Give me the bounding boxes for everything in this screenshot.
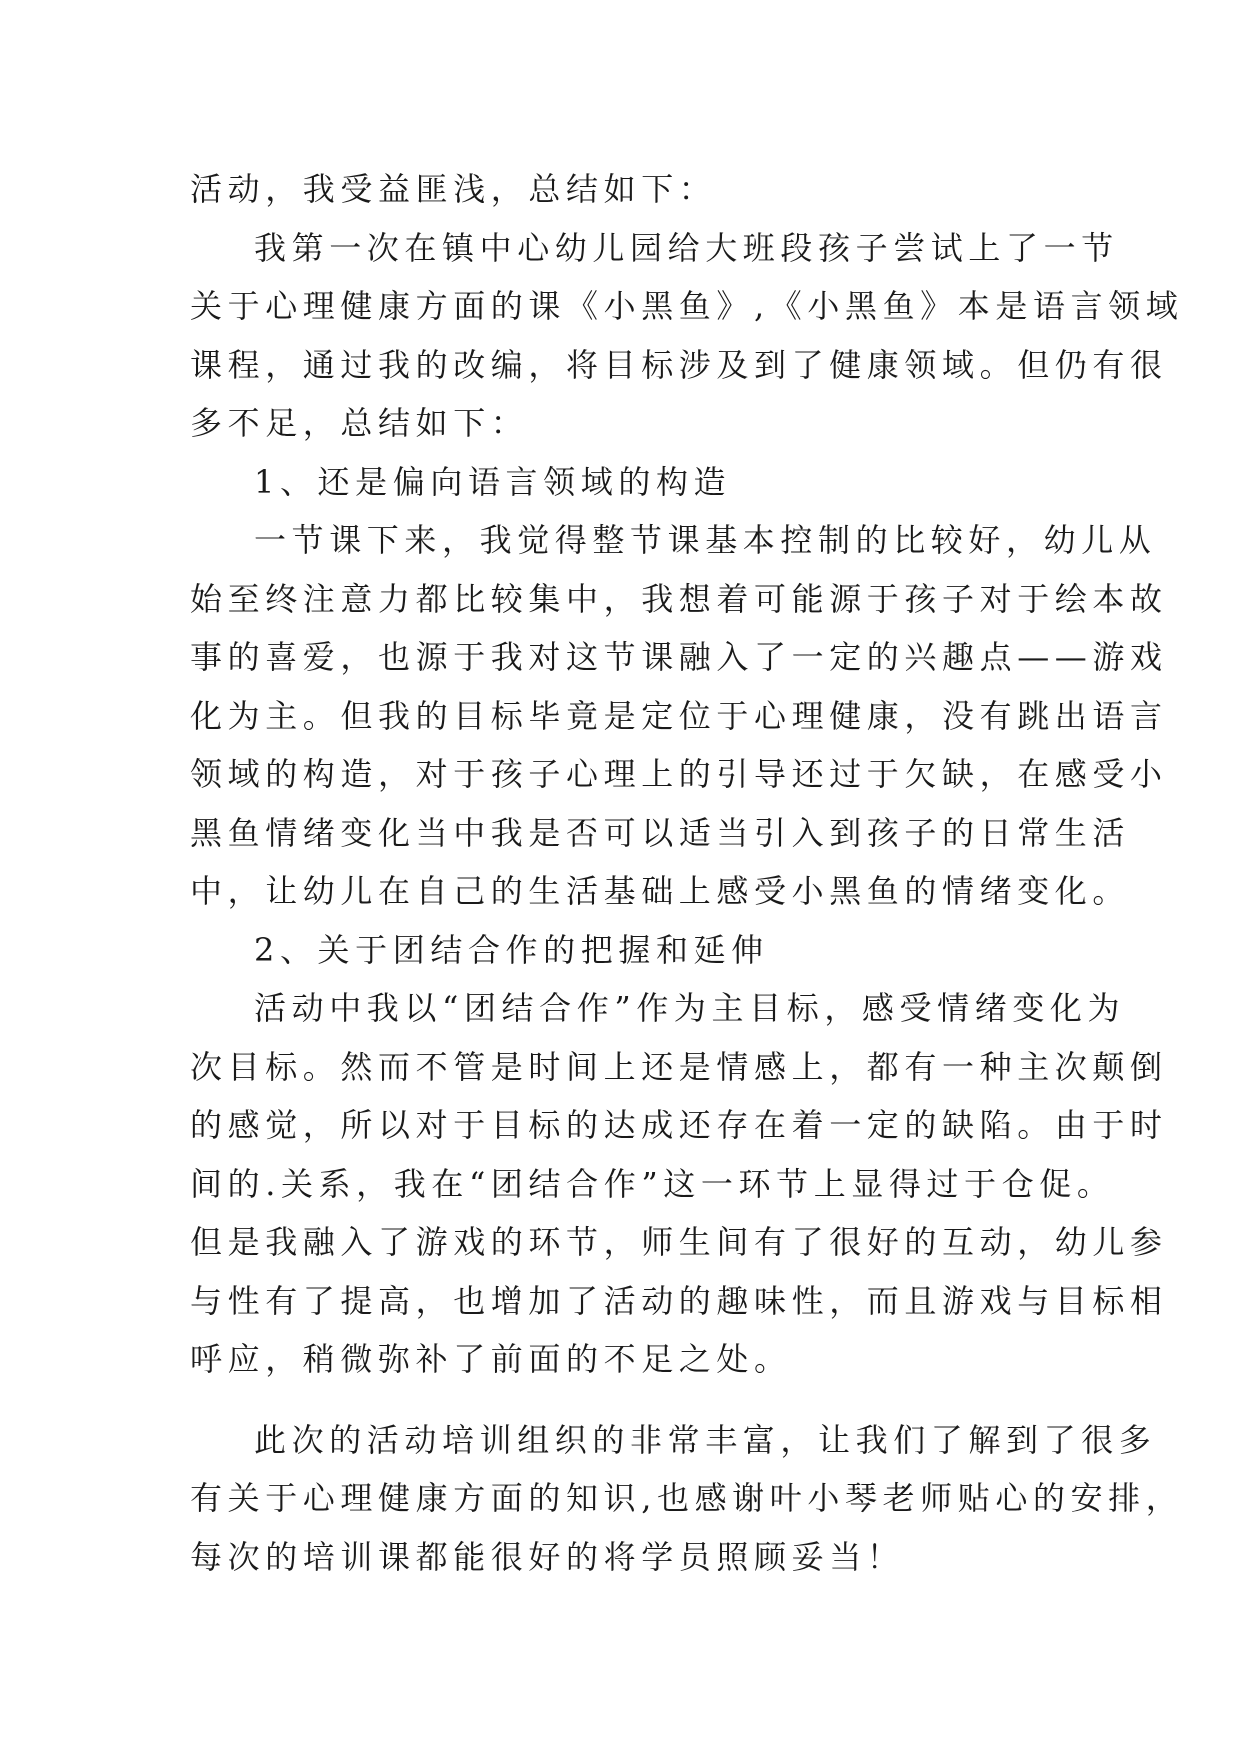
text-line: 与性有了提高，也增加了活动的趣味性，而且游戏与目标相 <box>190 1281 1168 1320</box>
text-line: 次目标。然而不管是时间上还是情感上，都有一种主次颠倒 <box>190 1047 1168 1086</box>
text-line: 的感觉，所以对于目标的达成还存在着一定的缺陷。由于时 <box>190 1106 1168 1144</box>
text-line: 多不足，总结如下： <box>190 404 529 442</box>
text-line: 但是我融入了游戏的环节，师生间有了很好的互动，幼儿参 <box>190 1223 1168 1261</box>
text-line: 始至终注意力都比较集中，我想着可能源于孩子对于绘本故 <box>190 579 1168 618</box>
text-line: 关于心理健康方面的课《小黑鱼》,《小黑鱼》本是语言领域 <box>190 287 1184 325</box>
document-body <box>190 160 1184 1586</box>
text-line: 领域的构造，对于孩子心理上的引导还过于欠缺，在感受小 <box>190 755 1168 793</box>
paragraph-gap <box>190 1389 1060 1411</box>
text-line: 间的.关系，我在“团结合作”这一环节上显得过于仓促。 <box>190 1164 1115 1203</box>
text-line: 活动，我受益匪浅，总结如下： <box>190 170 717 208</box>
text-line: 呼应，稍微弥补了前面的不足之处。 <box>190 1340 792 1378</box>
text-line: 化为主。但我的目标毕竟是定位于心理健康，没有跳出语言 <box>190 696 1168 735</box>
text-line: 黑鱼情绪变化当中我是否可以适当引入到孩子的日常生活 <box>190 813 1131 852</box>
text-line: 中，让幼儿在自己的生活基础上感受小黑鱼的情绪变化。 <box>190 872 1131 910</box>
section-heading: 2、关于团结合作的把握和延伸 <box>254 930 769 969</box>
text-line: 事的喜爱，也源于我对这节课融入了一定的兴趣点——游戏 <box>190 638 1168 676</box>
text-line: 每次的培训课都能很好的将学员照顾妥当！ <box>190 1537 905 1576</box>
text-line: 一节课下来，我觉得整节课基本控制的比较好，幼儿从 <box>254 521 1157 559</box>
text-line: 课程，通过我的改编，将目标涉及到了健康领域。但仍有很 <box>190 345 1168 384</box>
text-line: 活动中我以“团结合作”作为主目标，感受情绪变化为 <box>254 989 1126 1027</box>
text-line: 我第一次在镇中心幼儿园给大班段孩子尝试上了一节 <box>254 228 1119 267</box>
text-line: 有关于心理健康方面的知识,也感谢叶小琴老师贴心的安排， <box>190 1479 1184 1517</box>
text-line: 此次的活动培训组织的非常丰富，让我们了解到了很多 <box>254 1420 1157 1459</box>
section-heading: 1、还是偏向语言领域的构造 <box>254 462 732 501</box>
